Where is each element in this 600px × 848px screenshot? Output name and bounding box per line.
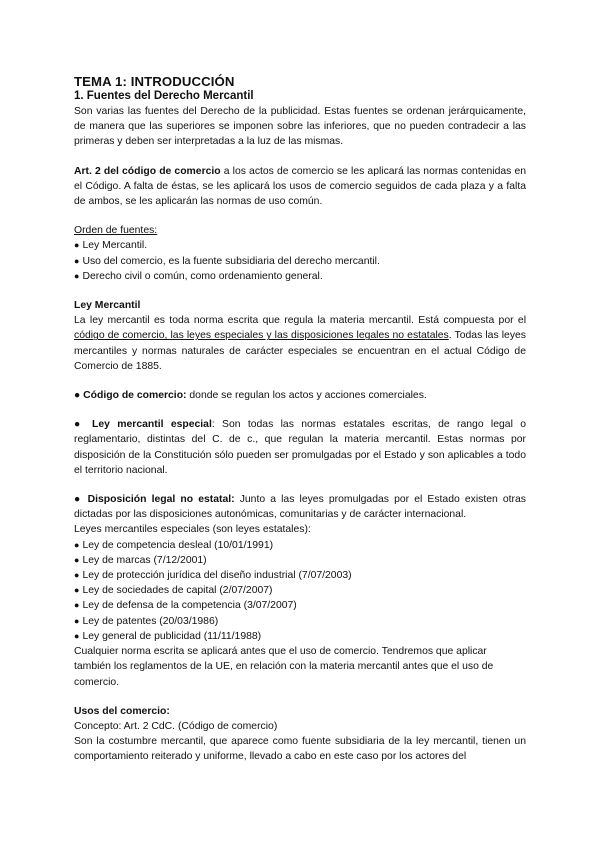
list-item: ● Ley de patentes (20/03/1986) [74, 614, 526, 629]
document-page [74, 74, 526, 765]
orden-fuentes-label: Orden de fuentes: [74, 225, 158, 237]
codigo-comercio-paragraph [74, 388, 526, 403]
ley-mercantil-underlined: código de comercio, las leyes especiales y las disposiciones legales no estatales [74, 330, 449, 342]
art2-text: a los actos de comercio se les aplicará las normas contenidas en el Código. A falta de éstas, se les aplicará los usos de comercio seguidos de cada plaza y a falta de ambos, se les aplicarán las normas de uso común. [74, 165, 527, 208]
ley-especial-paragraph [74, 417, 526, 478]
list-item: ● Ley de marcas (7/12/2001) [74, 553, 526, 568]
list-item: ● Ley de competencia desleal (10/01/1991) [74, 538, 526, 553]
leyes-especiales-list [74, 538, 526, 644]
list-item: ● Ley de defensa de la competencia (3/07/2007) [74, 598, 526, 613]
ley-mercantil-paragraph [74, 313, 526, 374]
ley-mercantil-text-1: La ley mercantil es toda norma escrita que regula la materia mercantil. Está compuesta por el [74, 315, 526, 327]
disposicion-paragraph [74, 492, 526, 522]
ley-especial-label: ● Ley mercantil especial [74, 419, 212, 431]
usos-paragraph: Son la costumbre mercantil, que aparece como fuente subsidiaria de la ley mercantil, tienen un comportamiento reiterado y uniforme, llevado a cabo en este caso por los actores del [74, 736, 526, 763]
art2-paragraph [74, 164, 526, 210]
disposicion-label: ● Disposición legal no estatal: [74, 494, 235, 506]
leyes-especiales-label: Leyes mercantiles especiales (son leyes estatales): [74, 524, 311, 536]
list-item: ● Ley Mercantil. [74, 238, 526, 253]
ley-mercantil-heading: Ley Mercantil [74, 300, 141, 312]
list-item: ● Uso del comercio, es la fuente subsidiaria del derecho mercantil. [74, 254, 526, 269]
disposicion-closing: Cualquier norma escrita se aplicará antes que el uso de comercio. Tendremos que aplicar también los reglamentos de la UE, en relación con la materia mercantil antes que el uso de comercio. [74, 646, 494, 688]
art2-bold-label: Art. 2 del código de comercio [74, 165, 221, 177]
list-item: ● Derecho civil o común, como ordenamiento general. [74, 269, 526, 284]
ley-especial-text: : Son todas las normas estatales escritas, de rango legal o reglamentario, distintas del C. de c., que regulan la materia mercantil. Estas normas por disposición de la Constitución sólo pueden ser promulgadas por el Estado y son aplicables a todo el territorio nacional. [74, 419, 526, 476]
list-item: ● Ley general de publicidad (11/11/1988) [74, 629, 526, 644]
codigo-comercio-text: donde se regulan los actos y acciones comerciales. [186, 390, 427, 402]
page-title: TEMA 1: INTRODUCCIÓN [74, 74, 235, 89]
usos-concepto: Concepto: Art. 2 CdC. (Código de comercio) [74, 720, 278, 732]
usos-comercio-heading: Usos del comercio: [74, 705, 170, 717]
ley-mercantil-text-2: . Todas las leyes mercantiles y normas naturales de carácter especiales se encuentran en el actual Código de Comercio de 1885. [74, 330, 526, 372]
disposicion-text: Junto a las leyes promulgadas por el Estado existen otras dictadas por las disposiciones autonómicas, comunitarias y de carácter internacional. [74, 494, 526, 521]
list-item: ● Ley de protección jurídica del diseño industrial (7/07/2003) [74, 568, 526, 583]
intro-paragraph: Son varias las fuentes del Derecho de la publicidad. Estas fuentes se ordenan jerárquicamente, de manera que las superiores se imponen sobre las inferiores, que no pueden contradecir a las primeras y deben ser interpretadas a la luz de las mismas. [74, 106, 526, 148]
list-item: ● Ley de sociedades de capital (2/07/2007) [74, 583, 526, 598]
orden-fuentes-list [74, 238, 526, 284]
section-heading-fuentes: 1. Fuentes del Derecho Mercantil [74, 90, 254, 102]
codigo-comercio-label: ● Código de comercio: [74, 390, 187, 402]
